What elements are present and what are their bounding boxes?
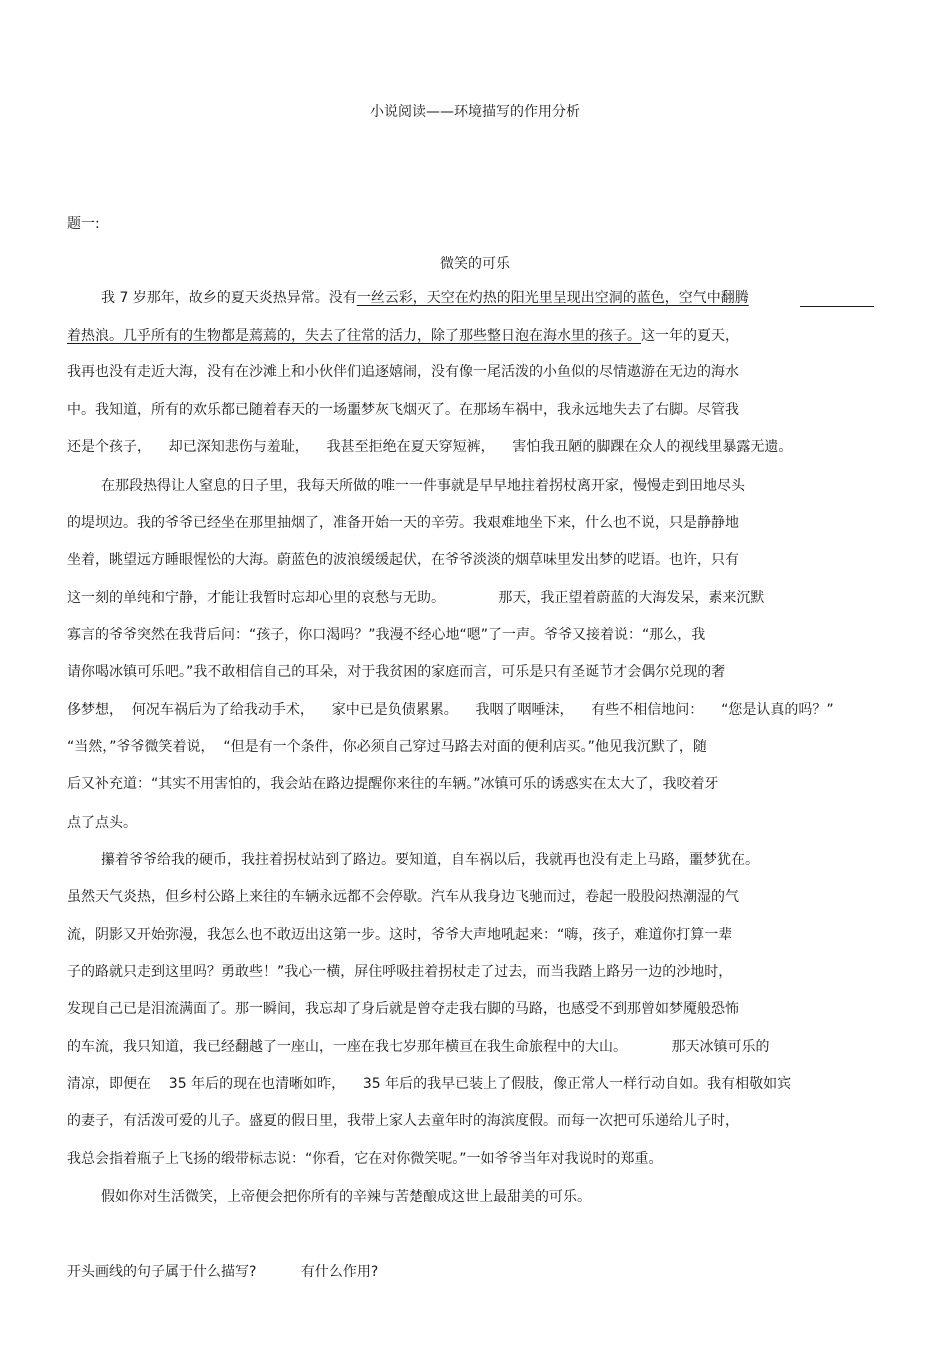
question-text: 开头画线的句子属于什么描写? 有什么作用? — [67, 1264, 379, 1280]
line-text: 我总会指着瓶子上飞扬的缎带标志说：“你看，它在对你微笑呢。”一如爷爷当年对我说时的郑重。 — [67, 1151, 663, 1167]
story-line — [101, 850, 759, 870]
story-line — [67, 999, 739, 1019]
line-text: 还是个孩子， 却已深知悲伤与羞耻， 我甚至拒绝在夏天穿短裤， 害怕我丑陋的脚踝在众人的视线里暴露无遗。 — [67, 439, 793, 455]
line-text: 发现自己已是泪流满面了。那一瞬间，我忘却了身后就是曾夺走我右脚的马路，也感受不到那曾如梦魇般恐怖 — [67, 1001, 739, 1017]
story-line — [67, 437, 792, 457]
underlined-text: 着热浪。几乎所有的生物都是蔫蔫的，失去了往常的活力，除了那些整日泡在海水里的孩子。 — [67, 328, 641, 344]
line-text: 坐着，眺望远方睡眼惺忪的大海。蔚蓝色的波浪缓缓起伏，在爷爷淡淡的烟草味里发出梦的呓语。也许，只有 — [67, 552, 739, 568]
line-text: 这一刻的单纯和宁静，才能让我暂时忘却心里的哀愁与无助。 那天，我正望着蔚蓝的大海发呆，素来沉默 — [67, 590, 765, 606]
story-line — [67, 1037, 770, 1057]
line-text: 我 7 岁那年，故乡的夏天炎热异常。没有 — [101, 290, 357, 306]
line-text: 攥着爷爷给我的硬币，我拄着拐杖站到了路边。要知道，自车祸以后，我就再也没有走上马路，噩梦犹在。 — [101, 852, 759, 868]
story-line — [101, 288, 749, 308]
line-text: 这一年的夏天， — [641, 328, 739, 344]
story-line — [67, 962, 732, 982]
story-line — [67, 737, 707, 757]
story-line — [67, 1149, 663, 1169]
story-line — [67, 887, 739, 907]
line-text: 子的路就只走到这里吗？勇敢些！”我心一横，屏住呼吸拄着拐杖走了过去，而当我踏上路另一边的沙地时， — [67, 964, 733, 980]
line-text: 请你喝冰镇可乐吧。”我不敢相信自己的耳朵，对于我贫困的家庭而言，可乐是只有圣诞节才会偶尔兑现的奢 — [67, 664, 726, 680]
story-line — [67, 813, 137, 833]
story-line — [67, 326, 739, 346]
line-text: 我再也没有走近大海，没有在沙滩上和小伙伴们追逐嬉闹，没有像一尾活泼的小鱼似的尽情遨游在无边的海水 — [67, 364, 739, 380]
line-text: 假如你对生活微笑，上帝便会把你所有的辛辣与苦楚酿成这世上最甜美的可乐。 — [101, 1189, 591, 1205]
underline-rule — [800, 306, 874, 307]
story-line — [67, 662, 725, 682]
story-line — [67, 362, 739, 382]
story-line — [67, 1111, 739, 1131]
line-text: 点了点头。 — [67, 815, 137, 831]
line-text: 流，阴影又开始弥漫，我怎么也不敢迈出这第一步。这时，爷爷大声地吼起来：“嗨，孩子，难道你打算一辈 — [67, 927, 733, 943]
page-title: 小说阅读——环境描写的作用分析 — [370, 104, 580, 120]
underlined-text: 一丝云彩，天空在灼热的阳光里呈现出空洞的蓝色，空气中翻腾 — [356, 290, 749, 306]
story-line — [67, 625, 705, 645]
story-line — [67, 925, 732, 945]
story-line — [67, 513, 739, 533]
line-text: 在那段热得让人窒息的日子里，我每天所做的唯一一件事就是早早地拄着拐杖离开家，慢慢走到田地尽头 — [101, 478, 745, 494]
story-line — [67, 400, 739, 420]
story-line — [101, 476, 745, 496]
story-line — [67, 550, 739, 570]
story-line — [67, 588, 764, 608]
story-line — [67, 1074, 791, 1094]
line-text: 中。我知道，所有的欢乐都已随着春天的一场噩梦灰飞烟灭了。在那场车祸中，我永远地失去了右脚。尽管我 — [67, 402, 739, 418]
story-line — [67, 700, 834, 720]
line-text: 寡言的爷爷突然在我背后问：“孩子，你口渴吗？”我漫不经心地“嗯”了一声。爷爷又接着说：“那么，我 — [67, 627, 706, 643]
story-title: 微笑的可乐 — [440, 256, 510, 272]
line-text: 侈梦想， 何况车祸后为了给我动手术， 家中已是负债累累。 我咽了咽唾沫， 有些不相信地问： “您是认真的吗？” — [67, 702, 834, 718]
story-line — [67, 774, 719, 794]
section-label: 题一: — [67, 216, 100, 232]
line-text: “当然，”爷爷微笑着说， “但是有一个条件，你必须自己穿过马路去对面的便利店买。”他见我沉默了，随 — [67, 739, 707, 755]
line-text: 的车流，我只知道，我已经翻越了一座山，一座在我七岁那年横亘在我生命旅程中的大山。 那天冰镇可乐的 — [67, 1039, 770, 1055]
story-line — [101, 1187, 591, 1207]
line-text: 的妻子，有活泼可爱的儿子。盛夏的假日里，我带上家人去童年时的海滨度假。而每一次把可乐递给儿子时， — [67, 1113, 739, 1129]
line-text: 的堤坝边。我的爷爷已经坐在那里抽烟了，准备开始一天的辛劳。我艰难地坐下来，什么也不说，只是静静地 — [67, 515, 739, 531]
line-text: 虽然天气炎热，但乡村公路上来往的车辆永远都不会停歇。汽车从我身边飞驰而过，卷起一股股闷热潮湿的气 — [67, 889, 739, 905]
line-text: 清凉，即便在 35 年后的现在也清晰如昨， 35 年后的我早已装上了假肢，像正常人一样行动自如。我有相敬如宾 — [67, 1076, 792, 1092]
line-text: 后又补充道：“其实不用害怕的，我会站在路边提醒你来往的车辆。”冰镇可乐的诱惑实在太大了，我咬着牙 — [67, 776, 719, 792]
